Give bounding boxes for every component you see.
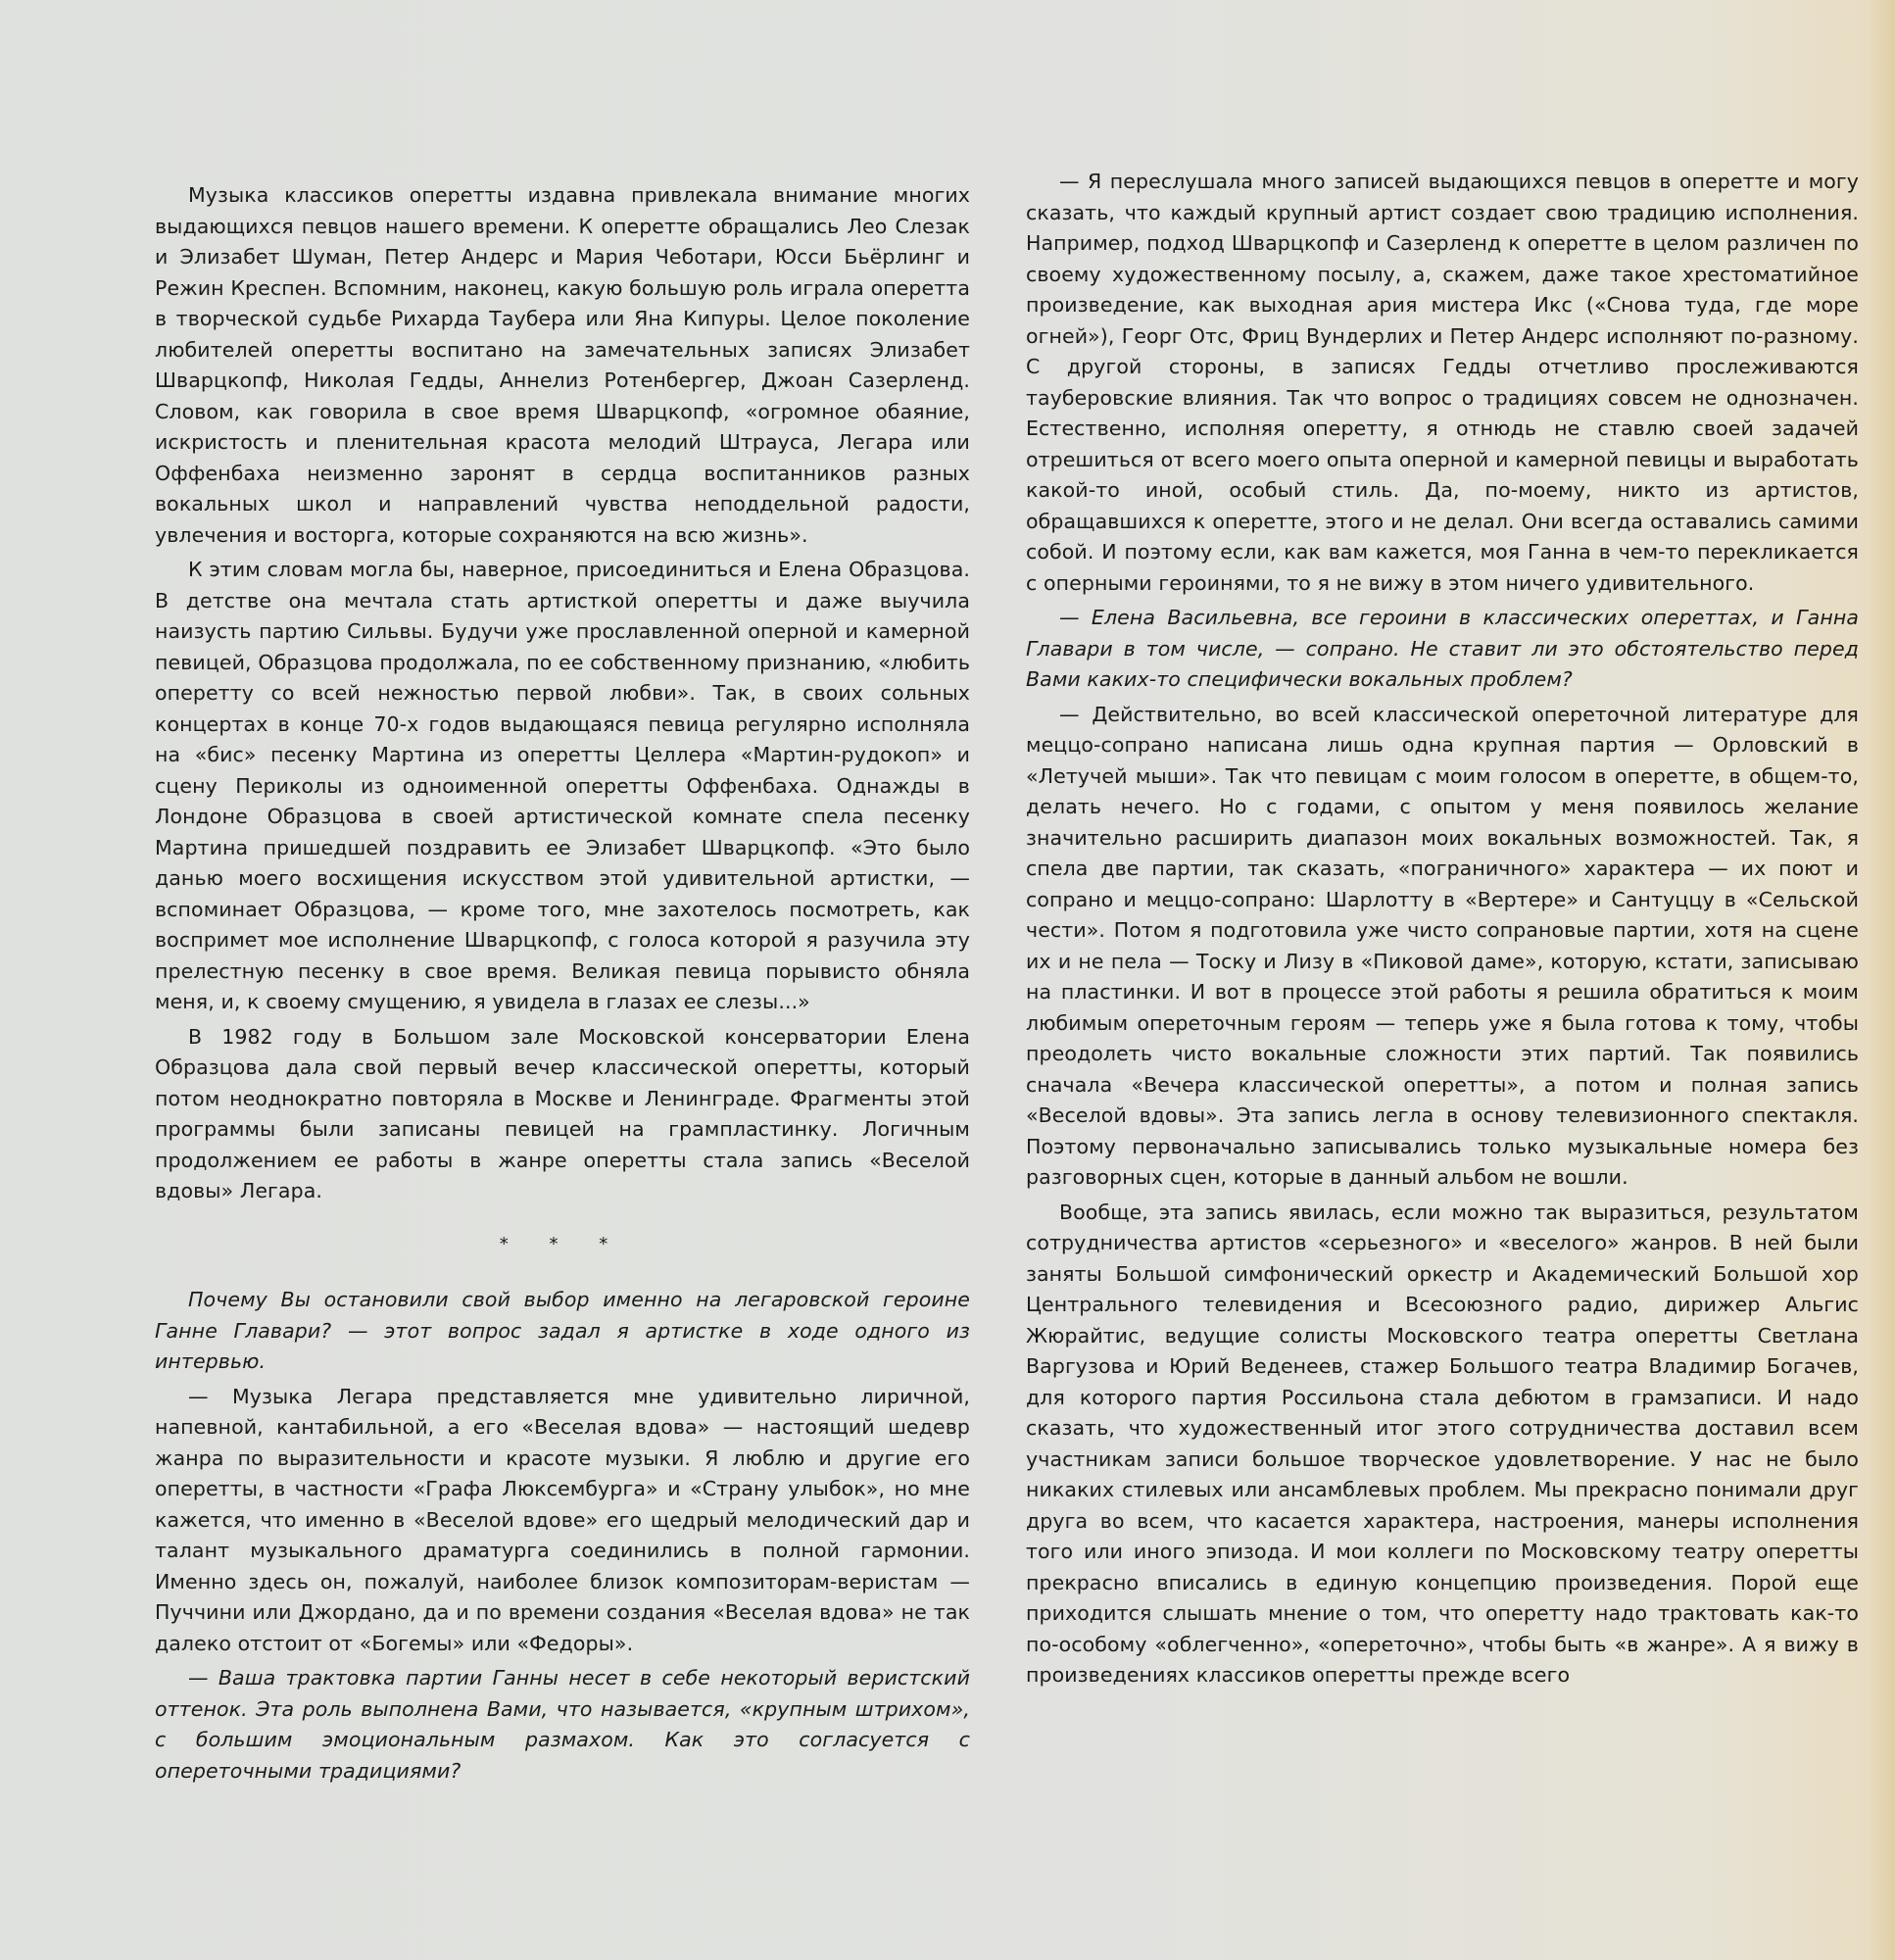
interview-question: — Ваша трактовка партии Ганны несет в себе некоторый веристский оттенок. Эта роль выполнена Вами, что называется, «крупным штрихом», с большим эмоциональным размахом. Как это согласуется с опереточными традициями? xyxy=(155,1666,970,1783)
paragraph: Музыка классиков оперетты издавна привлекала внимание многих выдающихся певцов нашего времени. К оперетте обращались Лео Слезак и Элизабет Шуман, Петер Андерс и Мария Чеботари, Юсси Бьёрлинг и Режин Креспен. Вспомним, наконец, какую большую роль играла оперетта в творческой судьбе Рихарда Таубера или Яна Кипуры. Целое поколение любителей оперетты воспитано на замечательных записях Элизабет Шварцкопф, Николая Гедды, Аннелиз Ротенбергер, Джоан Сазерленд. Словом, как говорила в свое время Шварцкопф, «огромное обаяние, искристость и пленительная красота мелодий Штрауса, Легара или Оффенбаха неизменно заронят в сердца воспитанников разных вокальных школ и направлений чувства неподдельной радости, увлечения и восторга, которые сохраняются на всю жизнь». xyxy=(155,183,970,547)
paragraph: К этим словам могла бы, наверное, присоединиться и Елена Образцова. В детстве она мечтала стать артисткой оперетты и даже выучила наизусть партию Сильвы. Будучи уже прославленной оперной и камерной певицей, Образцова продолжала, по ее собственному признанию, «любить оперетту со всей нежностью первой любви». Так, в своих сольных концертах в конце 70-х годов выдающаяся певица регулярно исполняла на «бис» песенку Мартина из оперетты Целлера «Мартин-рудокоп» и сцену Периколы из одноименной оперетты Оффенбаха. Однажды в Лондоне Образцова в своей артистической комнате спела песенку Мартина пришедшей поздравить ее Элизабет Шварцкопф. «Это было данью моего восхищения искусством этой удивительной артистки, — вспоминает Образцова, — кроме того, мне захотелось посмотреть, как воспримет мое исполнение Шварцкопф, с голоса которой я разучила эту прелестную песенку в свое время. Великая певица порывисто обняла меня, и, к своему смущению, я увидела в глазах ее слезы...» xyxy=(155,558,970,1013)
interview-question: — Елена Васильевна, все героини в классических опереттах, и Ганна Главари в том числе, — сопрано. Не ставит ли это обстоятельство перед Вами каких-то специфически вокальных проблем? xyxy=(1026,606,1859,691)
interview-question: Почему Вы остановили свой выбор именно на легаровской героине Ганне Главари? — этот вопрос задал я артистке в ходе одного из интервью. xyxy=(155,1288,970,1373)
paper-edge xyxy=(1866,0,1895,1960)
right-column xyxy=(1026,167,1859,1695)
interview-answer: — Я переслушала много записей выдающихся певцов в оперетте и могу сказать, что каждый крупный артист создает свою традицию исполнения. Например, подход Шварцкопф и Сазерленд к оперетте в целом различен по своему художественному посылу, а, скажем, даже такое хрестоматийное произведение, как выходная ария мистера Икс («Снова туда, где море огней»), Георг Отс, Фриц Вундерлих и Петер Андерс исполняют по-разному. С другой стороны, в записях Гедды отчетливо прослеживаются тауберовские влияния. Так что вопрос о традициях совсем не однозначен. Естественно, исполняя оперетту, я отнюдь не ставлю своей задачей отрешиться от всего моего опыта оперной и камерной певицы и выработать какой-то иной, особый стиль. Да, по-моему, никто из артистов, обращавшихся к оперетте, этого и не делал. Они всегда оставались самими собой. И поэтому если, как вам кажется, моя Ганна в чем-то перекликается с оперными героинями, то я не вижу в этом ничего удивительного. xyxy=(1026,170,1859,595)
left-column xyxy=(155,180,970,1790)
paragraph: В 1982 году в Большом зале Московской консерватории Елена Образцова дала свой первый вечер классической оперетты, который потом неоднократно повторяла в Москве и Ленинграде. Фрагменты этой программы были записаны певицей на грампластинку. Логичным продолжением ее работы в жанре оперетты стала запись «Веселой вдовы» Легара. xyxy=(155,1024,970,1202)
interview-answer: — Музыка Легара представляется мне удивительно лиричной, напевной, кантабильной, а его «Веселая вдова» — настоящий шедевр жанра по выразительности и красоте музыки. Я люблю и другие его оперетты, в частности «Графа Люксембурга» и «Страну улыбок», но мне кажется, что именно в «Веселой вдове» его щедрый мелодический дар и талант музыкального драматурга соединились в полной гармонии. Именно здесь он, пожалуй, наиболее близок композиторам-веристам — Пуччини или Джордано, да и по времени создания «Веселая вдова» не так далеко отстоит от «Богемы» или «Федоры». xyxy=(155,1384,970,1655)
interview-answer: — Действительно, во всей классической опереточной литературе для меццо-сопрано написана лишь одна крупная партия — Орловский в «Летучей мыши». Так что певицам с моим голосом в оперетте, в общем-то, делать нечего. Но с годами, с опытом у меня появилось желание значительно расширить диапазон моих вокальных возможностей. Так, я спела две партии, так сказать, «пограничного» характера — их поют и сопрано и меццо-сопрано: Шарлотту в «Вертере» и Сантуццу в «Сельской чести». Потом я подготовила уже чисто сопрановые партии, хотя на сцене их и не пела — Тоску и Лизу в «Пиковой даме», которую, кстати, записываю на пластинки. И вот в процессе этой работы я решила обратиться к моим любимым опереточным героям — теперь уже я была готова к тому, чтобы преодолеть чисто вокальные сложности этих партий. Так появились сначала «Вечера классической оперетты», а потом и полная запись «Веселой вдовы». Эта запись легла в основу телевизионного спектакля. Поэтому первоначально записывались только музыкальные номера без разговорных сцен, которые в данный альбом не вошли. xyxy=(1026,702,1859,1189)
section-separator: * * * xyxy=(499,1233,626,1254)
paragraph: Вообще, эта запись явилась, если можно так выразиться, результатом сотрудничества артистов «серьезного» и «веселого» жанров. В ней были заняты Большой симфонический оркестр и Академический Большой хор Центрального телевидения и Всесоюзного радио, дирижер Альгис Жюрайтис, ведущие солисты Московского театра оперетты Светлана Варгузова и Юрий Веденеев, стажер Большого театра Владимир Богачев, для которого партия Россильона стала дебютом в грамзаписи. И надо сказать, что художественный итог этого сотрудничества доставил всем участникам записи большое творческое удовлетворение. У нас не было никаких стилевых или ансамблевых проблем. Мы прекрасно понимали друг друга во всем, что касается характера, настроения, манеры исполнения того или иного эпизода. И мои коллеги по Московскому театру оперетты прекрасно вписались в единую концепцию произведения. Порой еще приходится слышать мнение о том, что оперетту надо трактовать как-то по-особому «облегченно», «опереточно», чтобы быть «в жанре». А я вижу в произведениях классиков оперетты прежде всего xyxy=(1026,1200,1859,1687)
